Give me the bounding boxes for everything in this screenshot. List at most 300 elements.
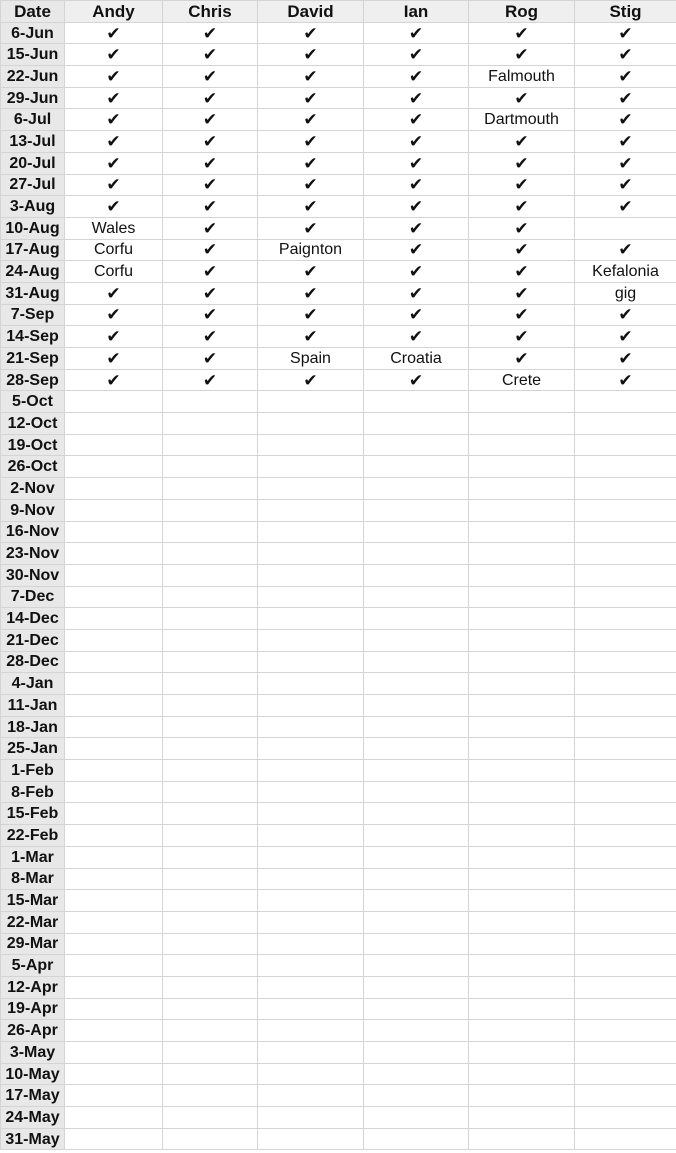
cell-stig[interactable] (575, 911, 676, 933)
cell-rog[interactable] (469, 586, 575, 608)
cell-stig[interactable] (575, 434, 676, 456)
cell-stig[interactable] (575, 1020, 676, 1042)
cell-david[interactable] (258, 825, 364, 847)
date-cell[interactable]: 3-May (1, 1042, 65, 1064)
cell-rog[interactable] (469, 629, 575, 651)
cell-chris[interactable] (163, 413, 258, 435)
cell-ian[interactable] (364, 413, 469, 435)
cell-andy[interactable] (65, 608, 163, 630)
cell-ian[interactable] (364, 1085, 469, 1107)
cell-chris[interactable] (163, 846, 258, 868)
check-icon-cell-david[interactable]: ✔ (258, 152, 364, 174)
cell-andy[interactable] (65, 1128, 163, 1150)
date-cell[interactable]: 21-Sep (1, 348, 65, 370)
cell-stig[interactable] (575, 890, 676, 912)
date-cell[interactable]: 6-Jul (1, 109, 65, 131)
cell-stig[interactable] (575, 955, 676, 977)
date-cell[interactable]: 13-Jul (1, 131, 65, 153)
cell-stig[interactable] (575, 1107, 676, 1129)
cell-chris[interactable] (163, 456, 258, 478)
cell-andy[interactable] (65, 716, 163, 738)
date-cell[interactable]: 27-Jul (1, 174, 65, 196)
cell-rog[interactable] (469, 695, 575, 717)
cell-rog[interactable] (469, 521, 575, 543)
cell-andy[interactable] (65, 1085, 163, 1107)
cell-andy[interactable] (65, 890, 163, 912)
cell-andy[interactable] (65, 521, 163, 543)
cell-ian[interactable] (364, 738, 469, 760)
check-icon-cell-chris[interactable]: ✔ (163, 22, 258, 44)
cell-rog[interactable] (469, 976, 575, 998)
check-icon-cell-rog[interactable]: ✔ (469, 282, 575, 304)
cell-stig[interactable] (575, 695, 676, 717)
date-cell[interactable]: 5-Apr (1, 955, 65, 977)
header-andy[interactable]: Andy (65, 1, 163, 23)
check-icon-cell-david[interactable]: ✔ (258, 109, 364, 131)
cell-stig[interactable] (575, 478, 676, 500)
cell-rog[interactable] (469, 543, 575, 565)
check-icon-cell-andy[interactable]: ✔ (65, 66, 163, 88)
cell-chris[interactable] (163, 955, 258, 977)
date-cell[interactable]: 19-Apr (1, 998, 65, 1020)
date-cell[interactable]: 8-Feb (1, 781, 65, 803)
date-cell[interactable]: 23-Nov (1, 543, 65, 565)
date-cell[interactable]: 11-Jan (1, 695, 65, 717)
cell-andy[interactable]: Wales (65, 217, 163, 239)
cell-andy[interactable] (65, 1107, 163, 1129)
cell-chris[interactable] (163, 781, 258, 803)
check-icon-cell-rog[interactable]: ✔ (469, 239, 575, 261)
cell-andy[interactable] (65, 629, 163, 651)
cell-ian[interactable] (364, 543, 469, 565)
cell-rog[interactable] (469, 1042, 575, 1064)
cell-david[interactable] (258, 391, 364, 413)
cell-ian[interactable] (364, 1042, 469, 1064)
cell-stig[interactable] (575, 760, 676, 782)
cell-stig[interactable] (575, 651, 676, 673)
cell-ian[interactable] (364, 673, 469, 695)
date-cell[interactable]: 16-Nov (1, 521, 65, 543)
cell-stig[interactable] (575, 456, 676, 478)
cell-chris[interactable] (163, 629, 258, 651)
cell-rog[interactable] (469, 1128, 575, 1150)
cell-rog[interactable] (469, 868, 575, 890)
check-icon-cell-rog[interactable]: ✔ (469, 174, 575, 196)
check-icon-cell-chris[interactable]: ✔ (163, 369, 258, 391)
cell-david[interactable] (258, 1020, 364, 1042)
cell-david[interactable] (258, 478, 364, 500)
cell-chris[interactable] (163, 543, 258, 565)
check-icon-cell-chris[interactable]: ✔ (163, 261, 258, 283)
cell-ian[interactable] (364, 933, 469, 955)
cell-ian[interactable] (364, 629, 469, 651)
date-cell[interactable]: 6-Jun (1, 22, 65, 44)
check-icon-cell-ian[interactable]: ✔ (364, 87, 469, 109)
cell-andy[interactable]: Corfu (65, 261, 163, 283)
cell-david[interactable] (258, 673, 364, 695)
cell-ian[interactable] (364, 868, 469, 890)
cell-stig[interactable] (575, 629, 676, 651)
cell-ian[interactable] (364, 760, 469, 782)
cell-chris[interactable] (163, 911, 258, 933)
check-icon-cell-stig[interactable]: ✔ (575, 152, 676, 174)
cell-andy[interactable] (65, 868, 163, 890)
cell-david[interactable]: Paignton (258, 239, 364, 261)
check-icon-cell-chris[interactable]: ✔ (163, 217, 258, 239)
check-icon-cell-david[interactable]: ✔ (258, 131, 364, 153)
cell-david[interactable] (258, 1128, 364, 1150)
cell-stig[interactable] (575, 933, 676, 955)
check-icon-cell-andy[interactable]: ✔ (65, 109, 163, 131)
cell-rog[interactable] (469, 478, 575, 500)
check-icon-cell-david[interactable]: ✔ (258, 87, 364, 109)
cell-rog[interactable] (469, 738, 575, 760)
cell-andy[interactable] (65, 738, 163, 760)
cell-rog[interactable] (469, 1020, 575, 1042)
cell-ian[interactable] (364, 456, 469, 478)
cell-david[interactable] (258, 456, 364, 478)
check-icon-cell-david[interactable]: ✔ (258, 326, 364, 348)
cell-andy[interactable] (65, 391, 163, 413)
cell-david[interactable] (258, 933, 364, 955)
cell-david[interactable] (258, 998, 364, 1020)
cell-stig[interactable] (575, 976, 676, 998)
header-chris[interactable]: Chris (163, 1, 258, 23)
cell-andy[interactable] (65, 1063, 163, 1085)
cell-rog[interactable] (469, 781, 575, 803)
check-icon-cell-david[interactable]: ✔ (258, 44, 364, 66)
cell-andy[interactable] (65, 695, 163, 717)
cell-andy[interactable] (65, 781, 163, 803)
cell-david[interactable] (258, 868, 364, 890)
cell-andy[interactable] (65, 911, 163, 933)
check-icon-cell-chris[interactable]: ✔ (163, 131, 258, 153)
cell-rog[interactable] (469, 803, 575, 825)
cell-andy[interactable] (65, 998, 163, 1020)
check-icon-cell-ian[interactable]: ✔ (364, 44, 469, 66)
cell-ian[interactable] (364, 890, 469, 912)
cell-chris[interactable] (163, 586, 258, 608)
cell-david[interactable] (258, 738, 364, 760)
cell-david[interactable] (258, 629, 364, 651)
header-david[interactable]: David (258, 1, 364, 23)
check-icon-cell-ian[interactable]: ✔ (364, 282, 469, 304)
cell-andy[interactable] (65, 1042, 163, 1064)
cell-david[interactable] (258, 1085, 364, 1107)
date-cell[interactable]: 22-Mar (1, 911, 65, 933)
cell-david[interactable] (258, 911, 364, 933)
check-icon-cell-rog[interactable]: ✔ (469, 196, 575, 218)
cell-rog[interactable] (469, 413, 575, 435)
cell-chris[interactable] (163, 499, 258, 521)
date-cell[interactable]: 9-Nov (1, 499, 65, 521)
date-cell[interactable]: 8-Mar (1, 868, 65, 890)
date-cell[interactable]: 31-Aug (1, 282, 65, 304)
cell-chris[interactable] (163, 933, 258, 955)
check-icon-cell-ian[interactable]: ✔ (364, 66, 469, 88)
check-icon-cell-andy[interactable]: ✔ (65, 326, 163, 348)
cell-stig[interactable] (575, 716, 676, 738)
cell-stig[interactable] (575, 1085, 676, 1107)
check-icon-cell-stig[interactable]: ✔ (575, 44, 676, 66)
cell-stig[interactable] (575, 564, 676, 586)
cell-stig[interactable] (575, 998, 676, 1020)
cell-ian[interactable] (364, 1063, 469, 1085)
cell-chris[interactable] (163, 716, 258, 738)
cell-david[interactable] (258, 781, 364, 803)
cell-ian[interactable] (364, 1128, 469, 1150)
cell-chris[interactable] (163, 998, 258, 1020)
header-rog[interactable]: Rog (469, 1, 575, 23)
cell-chris[interactable] (163, 1020, 258, 1042)
cell-david[interactable] (258, 890, 364, 912)
check-icon-cell-david[interactable]: ✔ (258, 304, 364, 326)
cell-rog[interactable] (469, 846, 575, 868)
cell-rog[interactable] (469, 1085, 575, 1107)
cell-stig[interactable] (575, 217, 676, 239)
check-icon-cell-stig[interactable]: ✔ (575, 174, 676, 196)
cell-andy[interactable] (65, 413, 163, 435)
cell-andy[interactable] (65, 478, 163, 500)
check-icon-cell-stig[interactable]: ✔ (575, 22, 676, 44)
cell-rog[interactable] (469, 651, 575, 673)
cell-rog[interactable] (469, 825, 575, 847)
date-cell[interactable]: 14-Sep (1, 326, 65, 348)
cell-rog[interactable] (469, 716, 575, 738)
cell-andy[interactable] (65, 846, 163, 868)
check-icon-cell-david[interactable]: ✔ (258, 66, 364, 88)
cell-ian[interactable] (364, 586, 469, 608)
cell-david[interactable] (258, 716, 364, 738)
date-cell[interactable]: 24-May (1, 1107, 65, 1129)
check-icon-cell-chris[interactable]: ✔ (163, 348, 258, 370)
date-cell[interactable]: 1-Feb (1, 760, 65, 782)
cell-david[interactable] (258, 760, 364, 782)
check-icon-cell-stig[interactable]: ✔ (575, 239, 676, 261)
cell-stig[interactable] (575, 608, 676, 630)
cell-chris[interactable] (163, 1063, 258, 1085)
cell-andy[interactable] (65, 760, 163, 782)
cell-stig[interactable] (575, 825, 676, 847)
cell-rog[interactable] (469, 955, 575, 977)
cell-stig[interactable] (575, 803, 676, 825)
check-icon-cell-chris[interactable]: ✔ (163, 174, 258, 196)
cell-stig[interactable] (575, 738, 676, 760)
check-icon-cell-stig[interactable]: ✔ (575, 326, 676, 348)
date-cell[interactable]: 4-Jan (1, 673, 65, 695)
check-icon-cell-chris[interactable]: ✔ (163, 304, 258, 326)
cell-rog[interactable]: Falmouth (469, 66, 575, 88)
cell-rog[interactable] (469, 499, 575, 521)
check-icon-cell-rog[interactable]: ✔ (469, 326, 575, 348)
check-icon-cell-andy[interactable]: ✔ (65, 282, 163, 304)
check-icon-cell-chris[interactable]: ✔ (163, 66, 258, 88)
cell-david[interactable] (258, 803, 364, 825)
date-cell[interactable]: 19-Oct (1, 434, 65, 456)
cell-david[interactable]: Spain (258, 348, 364, 370)
cell-rog[interactable] (469, 998, 575, 1020)
check-icon-cell-david[interactable]: ✔ (258, 174, 364, 196)
cell-ian[interactable] (364, 478, 469, 500)
check-icon-cell-stig[interactable]: ✔ (575, 369, 676, 391)
cell-chris[interactable] (163, 1128, 258, 1150)
cell-chris[interactable] (163, 1085, 258, 1107)
check-icon-cell-ian[interactable]: ✔ (364, 196, 469, 218)
cell-andy[interactable] (65, 825, 163, 847)
cell-andy[interactable] (65, 434, 163, 456)
date-cell[interactable]: 15-Jun (1, 44, 65, 66)
cell-rog[interactable] (469, 1107, 575, 1129)
cell-chris[interactable] (163, 695, 258, 717)
cell-chris[interactable] (163, 1107, 258, 1129)
cell-david[interactable] (258, 564, 364, 586)
date-cell[interactable]: 15-Feb (1, 803, 65, 825)
date-cell[interactable]: 29-Mar (1, 933, 65, 955)
cell-rog[interactable] (469, 1063, 575, 1085)
check-icon-cell-chris[interactable]: ✔ (163, 326, 258, 348)
date-cell[interactable]: 7-Dec (1, 586, 65, 608)
date-cell[interactable]: 2-Nov (1, 478, 65, 500)
cell-ian[interactable] (364, 955, 469, 977)
cell-ian[interactable] (364, 499, 469, 521)
cell-stig[interactable] (575, 1128, 676, 1150)
check-icon-cell-andy[interactable]: ✔ (65, 22, 163, 44)
check-icon-cell-stig[interactable]: ✔ (575, 87, 676, 109)
check-icon-cell-andy[interactable]: ✔ (65, 304, 163, 326)
check-icon-cell-stig[interactable]: ✔ (575, 131, 676, 153)
check-icon-cell-rog[interactable]: ✔ (469, 348, 575, 370)
check-icon-cell-stig[interactable]: ✔ (575, 304, 676, 326)
cell-rog[interactable] (469, 890, 575, 912)
cell-stig[interactable] (575, 1042, 676, 1064)
cell-david[interactable] (258, 695, 364, 717)
cell-stig[interactable] (575, 521, 676, 543)
date-cell[interactable]: 18-Jan (1, 716, 65, 738)
check-icon-cell-ian[interactable]: ✔ (364, 326, 469, 348)
check-icon-cell-andy[interactable]: ✔ (65, 87, 163, 109)
date-cell[interactable]: 20-Jul (1, 152, 65, 174)
check-icon-cell-chris[interactable]: ✔ (163, 44, 258, 66)
date-cell[interactable]: 24-Aug (1, 261, 65, 283)
cell-ian[interactable] (364, 608, 469, 630)
cell-ian[interactable] (364, 695, 469, 717)
cell-david[interactable] (258, 586, 364, 608)
cell-chris[interactable] (163, 976, 258, 998)
date-cell[interactable]: 22-Jun (1, 66, 65, 88)
cell-stig[interactable] (575, 673, 676, 695)
cell-ian[interactable] (364, 1107, 469, 1129)
check-icon-cell-chris[interactable]: ✔ (163, 87, 258, 109)
cell-chris[interactable] (163, 1042, 258, 1064)
cell-david[interactable] (258, 499, 364, 521)
cell-david[interactable] (258, 1042, 364, 1064)
date-cell[interactable]: 12-Oct (1, 413, 65, 435)
date-cell[interactable]: 26-Apr (1, 1020, 65, 1042)
check-icon-cell-chris[interactable]: ✔ (163, 282, 258, 304)
check-icon-cell-andy[interactable]: ✔ (65, 196, 163, 218)
header-ian[interactable]: Ian (364, 1, 469, 23)
cell-ian[interactable] (364, 391, 469, 413)
date-cell[interactable]: 14-Dec (1, 608, 65, 630)
cell-rog[interactable]: Dartmouth (469, 109, 575, 131)
cell-david[interactable] (258, 1063, 364, 1085)
check-icon-cell-andy[interactable]: ✔ (65, 131, 163, 153)
cell-stig[interactable] (575, 586, 676, 608)
check-icon-cell-david[interactable]: ✔ (258, 196, 364, 218)
date-cell[interactable]: 26-Oct (1, 456, 65, 478)
cell-ian[interactable] (364, 521, 469, 543)
cell-chris[interactable] (163, 391, 258, 413)
cell-david[interactable] (258, 651, 364, 673)
cell-rog[interactable] (469, 564, 575, 586)
check-icon-cell-chris[interactable]: ✔ (163, 239, 258, 261)
date-cell[interactable]: 3-Aug (1, 196, 65, 218)
date-cell[interactable]: 7-Sep (1, 304, 65, 326)
cell-david[interactable] (258, 543, 364, 565)
cell-david[interactable] (258, 976, 364, 998)
check-icon-cell-ian[interactable]: ✔ (364, 217, 469, 239)
check-icon-cell-rog[interactable]: ✔ (469, 131, 575, 153)
cell-ian[interactable] (364, 564, 469, 586)
date-cell[interactable]: 15-Mar (1, 890, 65, 912)
cell-andy[interactable]: Corfu (65, 239, 163, 261)
check-icon-cell-stig[interactable]: ✔ (575, 66, 676, 88)
date-cell[interactable]: 31-May (1, 1128, 65, 1150)
cell-stig[interactable] (575, 413, 676, 435)
cell-chris[interactable] (163, 825, 258, 847)
check-icon-cell-rog[interactable]: ✔ (469, 152, 575, 174)
check-icon-cell-ian[interactable]: ✔ (364, 369, 469, 391)
check-icon-cell-rog[interactable]: ✔ (469, 22, 575, 44)
cell-ian[interactable]: Croatia (364, 348, 469, 370)
cell-ian[interactable] (364, 825, 469, 847)
check-icon-cell-chris[interactable]: ✔ (163, 109, 258, 131)
date-cell[interactable]: 17-May (1, 1085, 65, 1107)
check-icon-cell-ian[interactable]: ✔ (364, 239, 469, 261)
date-cell[interactable]: 28-Dec (1, 651, 65, 673)
check-icon-cell-stig[interactable]: ✔ (575, 196, 676, 218)
date-cell[interactable]: 12-Apr (1, 976, 65, 998)
cell-rog[interactable] (469, 456, 575, 478)
cell-ian[interactable] (364, 846, 469, 868)
check-icon-cell-ian[interactable]: ✔ (364, 174, 469, 196)
cell-stig[interactable] (575, 781, 676, 803)
cell-chris[interactable] (163, 673, 258, 695)
check-icon-cell-rog[interactable]: ✔ (469, 44, 575, 66)
cell-chris[interactable] (163, 564, 258, 586)
check-icon-cell-david[interactable]: ✔ (258, 22, 364, 44)
cell-ian[interactable] (364, 651, 469, 673)
date-cell[interactable]: 21-Dec (1, 629, 65, 651)
cell-rog[interactable] (469, 434, 575, 456)
check-icon-cell-andy[interactable]: ✔ (65, 348, 163, 370)
cell-andy[interactable] (65, 976, 163, 998)
check-icon-cell-rog[interactable]: ✔ (469, 217, 575, 239)
cell-andy[interactable] (65, 651, 163, 673)
cell-ian[interactable] (364, 911, 469, 933)
cell-chris[interactable] (163, 760, 258, 782)
cell-ian[interactable] (364, 976, 469, 998)
cell-david[interactable] (258, 521, 364, 543)
date-cell[interactable]: 29-Jun (1, 87, 65, 109)
cell-andy[interactable] (65, 803, 163, 825)
date-cell[interactable]: 10-Aug (1, 217, 65, 239)
header-date[interactable]: Date (1, 1, 65, 23)
cell-chris[interactable] (163, 434, 258, 456)
cell-chris[interactable] (163, 521, 258, 543)
date-cell[interactable]: 17-Aug (1, 239, 65, 261)
cell-david[interactable] (258, 955, 364, 977)
